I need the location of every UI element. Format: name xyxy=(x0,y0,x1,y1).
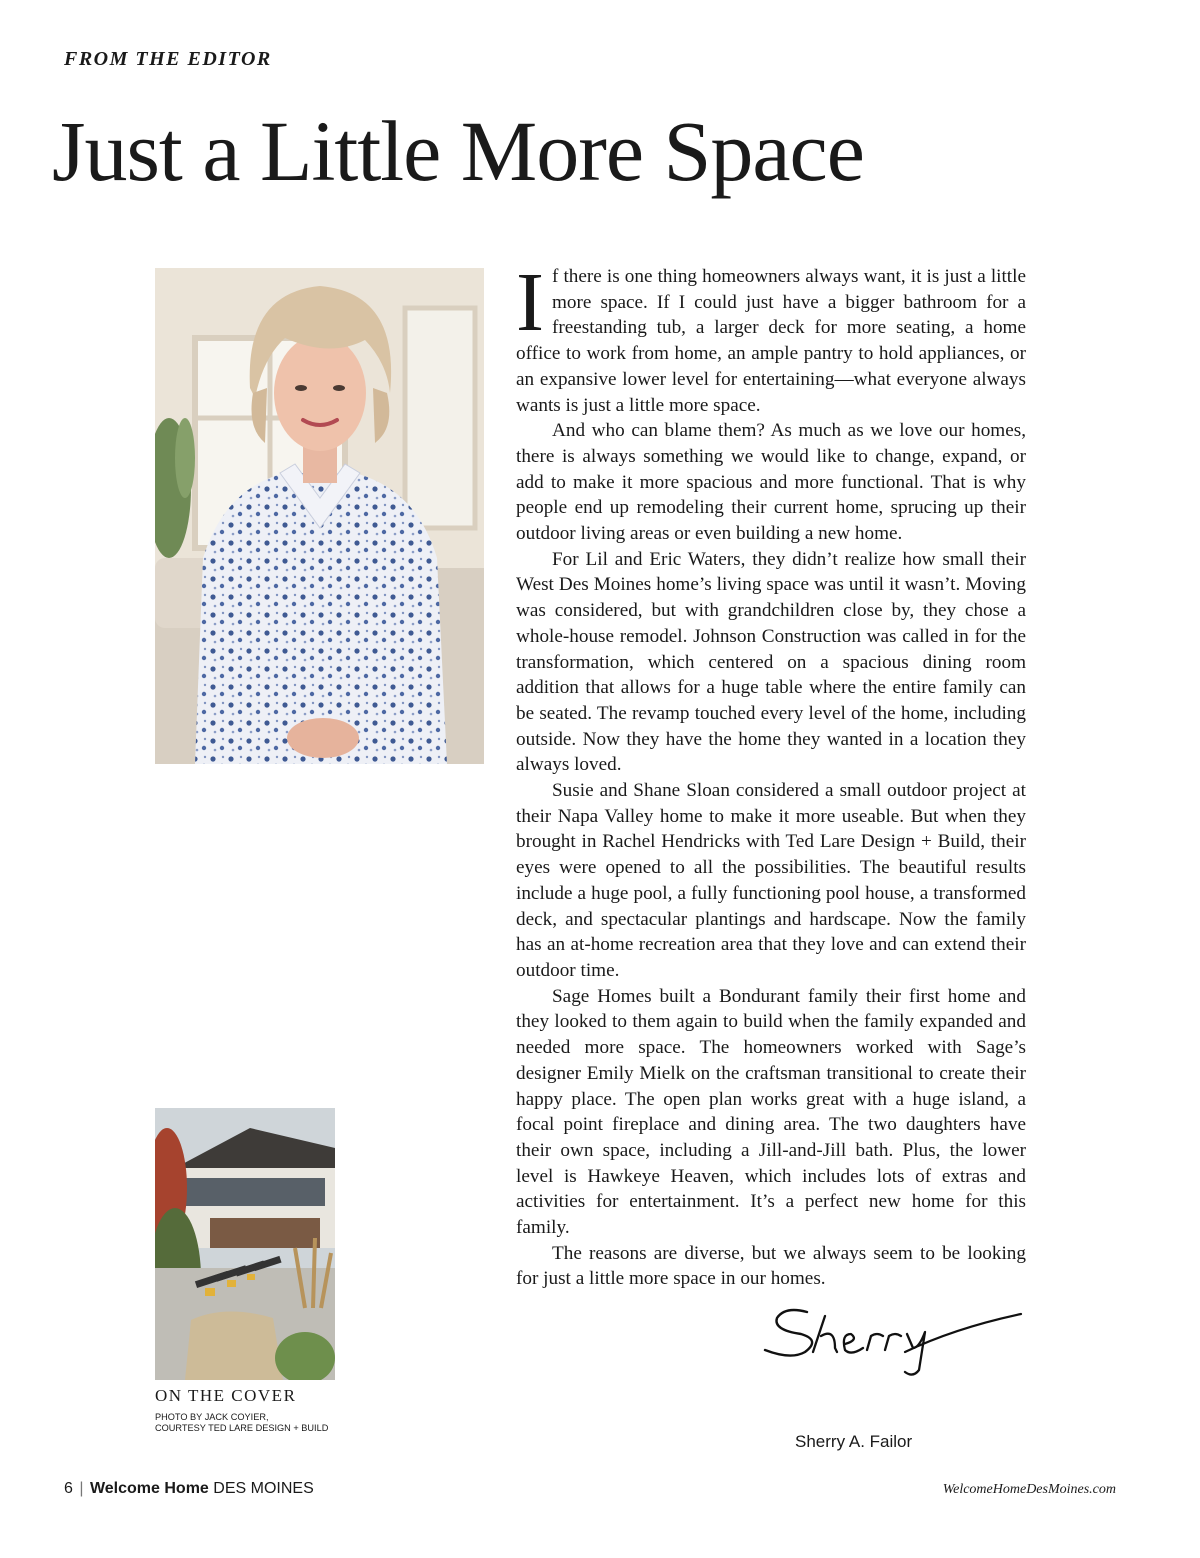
drop-cap: I xyxy=(516,256,544,349)
publication-city: DES MOINES xyxy=(213,1480,314,1497)
signature-name: Sherry A. Failor xyxy=(795,1432,913,1451)
on-the-cover-heading: ON THE COVER xyxy=(155,1386,297,1405)
publication-name: Welcome Home xyxy=(89,1480,209,1497)
article-paragraph: If there is one thing homeowners always want, it is just a little more space. If I could just have a bigger bathroom for a freestanding tub, a larger deck for more seating, a home office to work from home, an ample pantry to hold appliances, or an expansive lower level for entertaining—what everyone always wants is just a little more space. xyxy=(516,256,1026,416)
article-paragraph: The reasons are diverse, but we always seem to be looking for just a little more space in our homes. xyxy=(516,1242,1026,1290)
footer-separator: | xyxy=(79,1480,84,1497)
editor-letter-body xyxy=(516,256,1026,1292)
cover-thumbnail-photo xyxy=(155,1108,335,1380)
article-paragraph: Sage Homes built a Bondurant family their first home and they looked to them again to build when the family expanded and needed more space. The homeowners worked with Sage’s designer Emily Mielk on the craftsman transitional to create their happy place. The open plan works great with a huge island, a focal point fireplace and dining area. The two daughters have their own space, including a Jill-and-Jill bath. Plus, the lower level is Hawkeye Heaven, which includes lots of extras and activities for entertainment. It’s a perfect new home for this family. xyxy=(516,985,1026,1239)
article-paragraph: Susie and Shane Sloan considered a small outdoor project at their Napa Valley home to make it more useable. But when they brought in Rachel Hendricks with Ted Lare Design + Build, their eyes were opened to all the possibilities. The beautiful results include a huge pool, a fully functioning pool house, a transformed deck, and spectacular plantings and hardscape. Now the family has an at-home recreation area that they love and can extend their outdoor time. xyxy=(516,780,1026,981)
page-number: 6 xyxy=(64,1480,73,1497)
cover-photo-credit: PHOTO BY JACK COYIER, COURTESY TED LARE DESIGN + BUILD xyxy=(155,1412,329,1433)
page-title: Just a Little More Space xyxy=(52,103,864,199)
editor-portrait-photo xyxy=(155,268,484,764)
handwritten-signature xyxy=(755,1300,1035,1380)
section-kicker: FROM THE EDITOR xyxy=(64,48,272,70)
footer-website-link[interactable]: WelcomeHomeDesMoines.com xyxy=(942,1482,1116,1497)
article-paragraph: And who can blame them? As much as we love our homes, there is always something we would like to change, expand, or add to make it more spacious and more functional. That is why people end up remodeling their current home, sprucing up their outdoor living areas or even building a new home. xyxy=(516,420,1026,545)
article-paragraph: For Lil and Eric Waters, they didn’t realize how small their West Des Moines home’s living space was until it wasn’t. Moving was considered, but with grandchildren close by, they chose a whole-house remodel. Johnson Construction was called in for the transformation, which centered on a spacious dining room addition that allows for a huge table where the entire family can be seated. The revamp touched every level of the home, including outside. Now they have the home they wanted in a location they always loved. xyxy=(516,548,1026,776)
footer-publication xyxy=(64,1480,314,1498)
